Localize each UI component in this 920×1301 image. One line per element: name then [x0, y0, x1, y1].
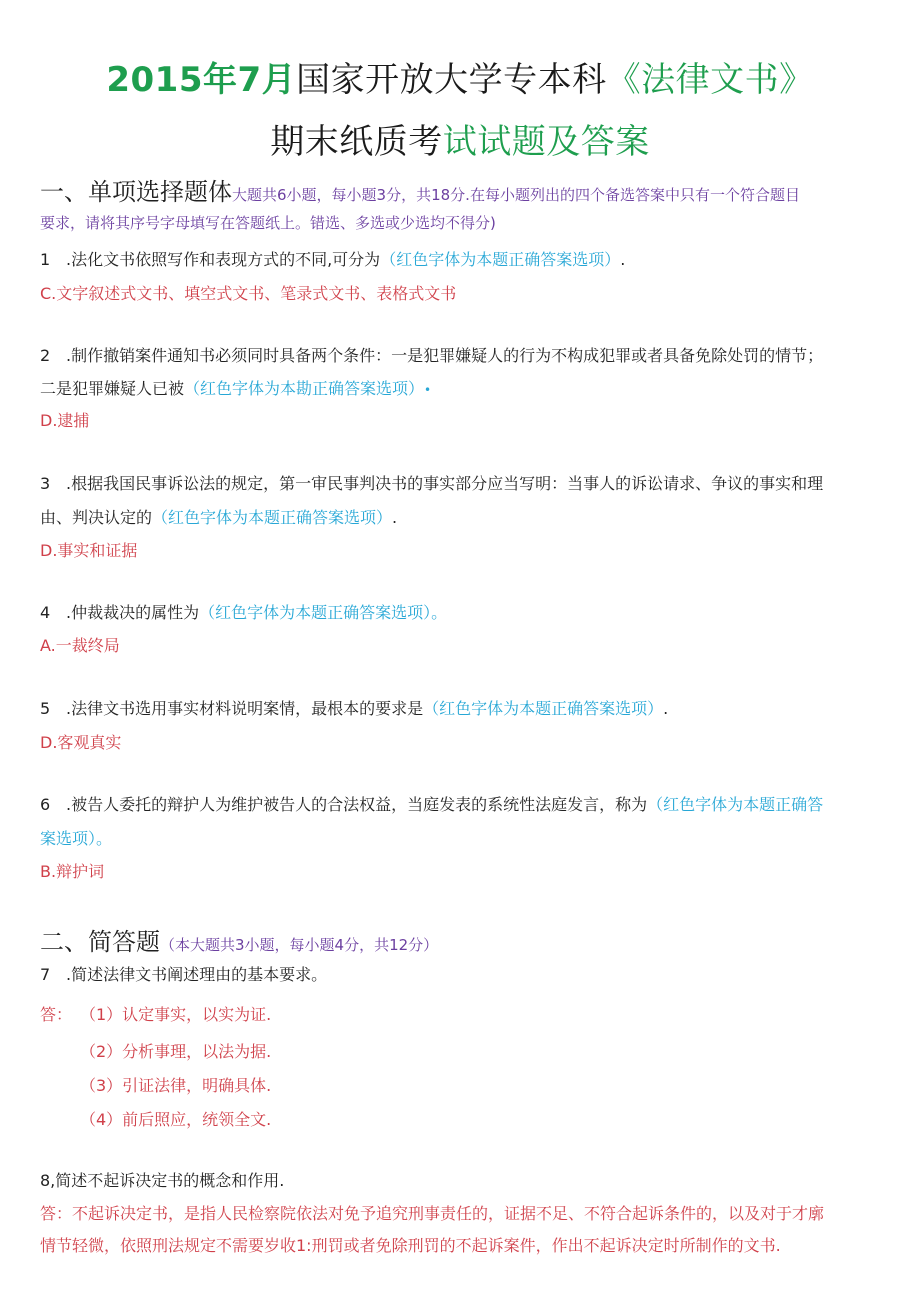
question-1 [40, 247, 625, 270]
question-tail: 。 [431, 603, 448, 622]
question-number: 4 [40, 603, 51, 622]
answer-3: D.事实和证据 [40, 541, 138, 560]
section1-note-line1: 大题共6小题，每小题3分，共18分.在每小题列出的四个备选答案中只有一个符合题目 [232, 186, 800, 204]
question-tail: . [663, 699, 669, 718]
answer-hint: （红色字体为本题正确答 [647, 795, 824, 814]
question-4 [40, 600, 447, 623]
question-number: 5 [40, 699, 51, 718]
answer-2: D.逮捕 [40, 411, 90, 430]
section1-title: 一、单项选择题体 [40, 178, 232, 206]
question-text: .法化文书依照写作和表现方式的不同,可分为 [66, 250, 381, 269]
section2-title: 二、简答题 [40, 928, 160, 956]
answer-item: （4）前后照应，统领全文. [80, 1110, 272, 1129]
title-institution: 国家开放大学专本科 [296, 60, 607, 100]
question-text: 二是犯罪嫌疑人已被 [40, 379, 185, 398]
question-number: 7 [40, 965, 51, 984]
answer-item: （2）分析事理，以法为据. [80, 1042, 272, 1061]
answer-label: 答： [40, 1005, 73, 1024]
answer-4: A.一裁终局 [40, 636, 120, 655]
question-tail: . [620, 250, 626, 269]
question-number: 1 [40, 250, 51, 269]
answer-hint: （红色字体为本题正确答案选项） [199, 603, 432, 622]
answer-5: D.客观真实 [40, 733, 122, 752]
question-tail: • [424, 383, 432, 397]
question-6-cont [40, 826, 112, 849]
question-number: 2 [40, 346, 51, 365]
question-number: 3 [40, 474, 51, 493]
answer-7-line1 [40, 1002, 271, 1025]
question-3 [40, 471, 823, 494]
question-5 [40, 696, 668, 719]
answer-hint: （红色字体为本题正确答案选项） [423, 699, 664, 718]
answer-8-line2: 情节轻微，依照刑法规定不需要岁收1:刑罚或者免除刑罚的不起诉案件，作出不起诉决定时所制作的文书. [40, 1236, 781, 1255]
question-6 [40, 792, 823, 815]
answer-hint: （红色字体为本题正确答案选项） [380, 250, 621, 269]
title-date: 2015年7月 [106, 60, 297, 100]
question-tail: 。 [96, 829, 113, 848]
answer-item: （3）引证法律，明确具体. [80, 1076, 272, 1095]
title-suffix: 试试题及答案 [442, 122, 650, 162]
page-title-line2 [0, 114, 920, 163]
answer-1: C.文字叙述式文书、填空式文书、笔录式文书、表格式文书 [40, 284, 457, 303]
answer-item: （1）认定事实，以实为证. [80, 1005, 272, 1024]
question-text: .仲裁裁决的属性为 [66, 603, 200, 622]
question-text: .被告人委托的辩护人为维护被告人的合法权益，当庭发表的系统性法庭发言，称为 [66, 795, 648, 814]
question-3-cont [40, 505, 397, 528]
section1-heading [40, 172, 800, 207]
answer-hint: （红色字体为本题正确答案选项） [152, 508, 393, 527]
title-exam: 期末纸质考 [270, 122, 443, 162]
question-2 [40, 343, 823, 366]
question-tail: . [392, 508, 398, 527]
question-8: 8,简述不起诉决定书的概念和作用. [40, 1171, 285, 1190]
answer-hint-cont: 案选项） [40, 829, 97, 848]
section1-note-line2: 要求，请将其序号字母填写在答题纸上。错选、多选或少选均不得分) [40, 214, 496, 232]
answer-hint: （红色字体为本勘正确答案选项） [184, 379, 425, 398]
question-text: 由、判决认定的 [40, 508, 153, 527]
question-text: .制作撤销案件通知书必须同时具备两个条件：一是犯罪嫌疑人的行为不构成犯罪或者具备免除处罚的情节； [66, 346, 824, 365]
question-text: .简述法律文书阐述理由的基本要求。 [66, 965, 328, 984]
question-text: .法律文书选用事实材料说明案情，最根本的要求是 [66, 699, 424, 718]
question-7 [40, 962, 327, 985]
question-text: .根据我国民事诉讼法的规定，第一审民事判决书的事实部分应当写明：当事人的诉讼请求、争议的事实和理 [66, 474, 824, 493]
answer-8-line1: 答：不起诉决定书，是指人民检察院依法对免予追究刑事责任的，证据不足、不符合起诉条件的，以及对于才廓 [40, 1204, 825, 1223]
answer-6: B.辩护词 [40, 862, 105, 881]
question-2-cont [40, 376, 431, 399]
title-course: 《法律文书》 [606, 60, 814, 100]
question-number: 6 [40, 795, 51, 814]
page-title-line1 [0, 52, 920, 101]
section2-heading [40, 922, 438, 957]
section2-note: （本大题共3小题，每小题4分，共12分） [160, 936, 439, 954]
